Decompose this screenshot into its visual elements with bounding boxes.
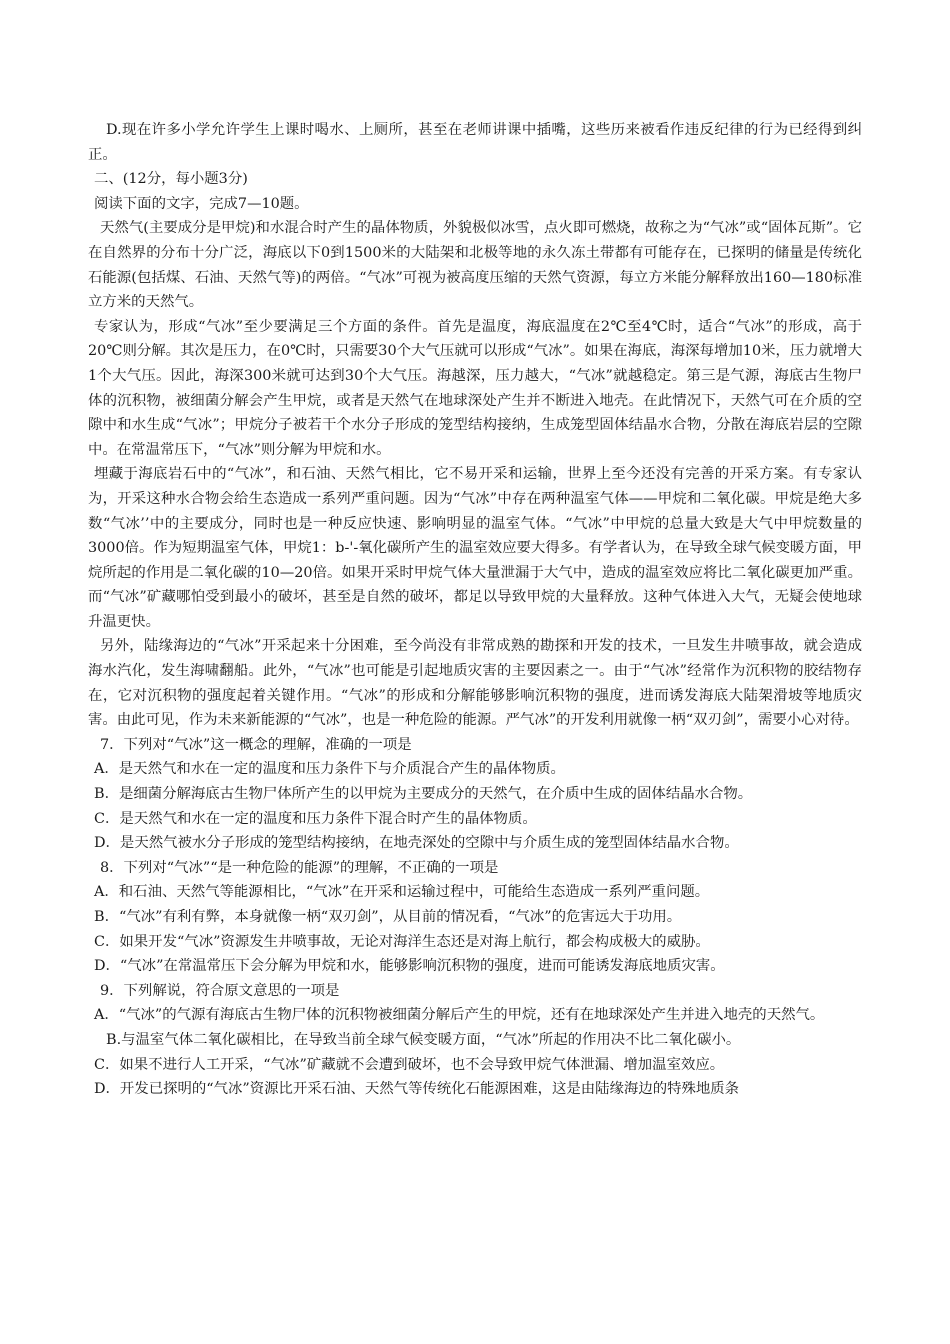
question-9-option-a: A．“气冰”的气源有海底古生物尸体的沉积物被细菌分解后产生的甲烷，还有在地球深处产生并进入地壳的天然气。 — [94, 1007, 825, 1024]
question-7-option-d: D．是天然气被水分子形成的笼型结构接纳，在地壳深处的空隙中与介质生成的笼型固体结晶水合物。 — [94, 835, 739, 852]
question-8: 8．下列对“气冰”“是一种危险的能源”的理解，不正确的一项是 — [100, 859, 499, 876]
section-heading: 二、(12分，每小题3分) — [94, 171, 248, 188]
passage-paragraph-2: 专家认为，形成“气冰”至少要满足三个方面的条件。首先是温度，海底温度在2℃至4℃时，适合“气冰”的形成，高于20℃则分解。其次是压力，在0℃时，只需要30个大气压就可以形成“气冰”。如果在海底，海深每增加10米，压力就增大1个大气压。因此，海深300米就可达到30个大气压。海越深，压力越大，“气冰”就越稳定。第三是气源，海底古生物尸体的沉积物，被细菌分解会产生甲烷，或者是天然气在地球深处产生并不断进入地壳。在此情况下，天然气可在介质的空隙中和水生成“气冰”；甲烷分子被若干个水分子形成的笼型结构接纳，生成笼型固体结晶水合物，分散在海底岩层的空隙中。在常温常压下，“气冰”则分解为甲烷和水。 — [88, 318, 862, 458]
passage-paragraph-4: 另外，陆缘海边的“气冰”开采起来十分困难，至今尚没有非常成熟的勘探和开发的技术，一旦发生井喷事故，就会造成海水汽化，发生海啸翻船。此外，“气冰”也可能是引起地质灾害的主要因素之一。由于“气冰”经常作为沉积物的胶结物存在，它对沉积物的强度起着关键作用。“气冰”的形成和分解能够影响沉积物的强度，进而诱发海底大陆架滑坡等地质灾害。由此可见，作为未来新能源的“气冰”，也是一种危险的能源。严气冰”的开发利用就像一柄“双刃剑”，需要小心对待。 — [88, 638, 862, 729]
question-7-option-a: A．是天然气和水在一定的温度和压力条件下与介质混合产生的晶体物质。 — [94, 761, 565, 778]
question-9-option-d: D．开发已探明的“气冰”资源比开采石油、天然气等传统化石能源困难，这是由陆缘海边的特殊地质条 — [94, 1081, 740, 1098]
question-7-option-b: B．是细菌分解海底古生物尸体所产生的以甲烷为主要成分的天然气，在介质中生成的固体结晶水合物。 — [94, 786, 753, 803]
question-7-option-c: C．是天然气和水在一定的温度和压力条件下混合时产生的晶体物质。 — [94, 810, 537, 827]
option-d-prev-question: D.现在许多小学允许学生上课时喝水、上厕所，甚至在老师讲课中插嘴，这些历来被看作违反纪律的行为已经得到纠正。 — [88, 122, 862, 163]
question-8-option-c: C．如果开发“气冰”资源发生井喷事故，无论对海洋生态还是对海上航行，都会构成极大的威胁。 — [94, 933, 710, 950]
passage-paragraph-3: 埋藏于海底岩石中的“气冰”，和石油、天然气相比，它不易开采和运输，世界上至今还没有完善的开采方案。有专家认为，开采这种水合物会给生态造成一系列严重问题。因为“气冰”中存在两种温室气体——甲烷和二氧化碳。甲烷是绝大多数“气冰’’中的主要成分，同时也是一种反应快速、影响明显的温室气体。“气冰”中甲烷的总量大致是大气中甲烷数量的3000倍。作为短期温室气体，甲烷1：b-'-氧化碳所产生的温室效应要大得多。有学者认为，在导致全球气候变暖方面，甲烷所起的作用是二氧化碳的10—20倍。如果开采时甲烷气体大量泄漏于大气中，造成的温室效应将比二氧化碳更加严重。而“气冰”矿藏哪怕受到最小的破坏，甚至是自然的破坏，都足以导致甲烷的大量释放。这种气体进入大气，无疑会使地球升温更快。 — [88, 466, 862, 630]
question-9: 9．下列解说，符合原文意思的一项是 — [100, 982, 340, 999]
question-7: 7．下列对“气冰”这一概念的理解，准确的一项是 — [100, 736, 412, 753]
question-8-option-d: D．“气冰”在常温常压下会分解为甲烷和水，能够影响沉积物的强度，进而可能诱发海底地质灾害。 — [94, 958, 725, 975]
reading-instruction: 阅读下面的文字，完成7—10题。 — [94, 195, 309, 212]
document-page — [88, 118, 862, 1102]
question-9-option-c: C．如果不进行人工开采，“气冰”矿藏就不会遭到破坏，也不会导致甲烷气体泄漏、增加温室效应。 — [94, 1056, 725, 1073]
question-8-option-b: B．“气冰”有利有弊，本身就像一柄“双刃剑”，从目前的情况看，“气冰”的危害远大于功用。 — [94, 909, 682, 925]
passage-paragraph-1: 天然气(主要成分是甲烷)和水混合时产生的晶体物质，外貌极似冰雪，点火即可燃烧，故称之为“气冰”或“固体瓦斯”。它在自然界的分布十分广泛，海底以下0到1500米的大陆架和北极等地的永久冻土带都有可能存在，已探明的储量是传统化石能源(包括煤、石油、天然气等)的两倍。“气冰”可视为被高度压缩的天然气资源，每立方米能分解释放出160—180标准立方米的天然气。 — [88, 220, 862, 311]
question-8-option-a: A．和石油、天然气等能源相比，“气冰”在开采和运输过程中，可能给生态造成一系列严重问题。 — [94, 884, 710, 901]
question-9-option-b: B.与温室气体二氧化碳相比，在导致当前全球气候变暖方面，“气冰”所起的作用决不比二氧化碳小。 — [106, 1031, 741, 1048]
